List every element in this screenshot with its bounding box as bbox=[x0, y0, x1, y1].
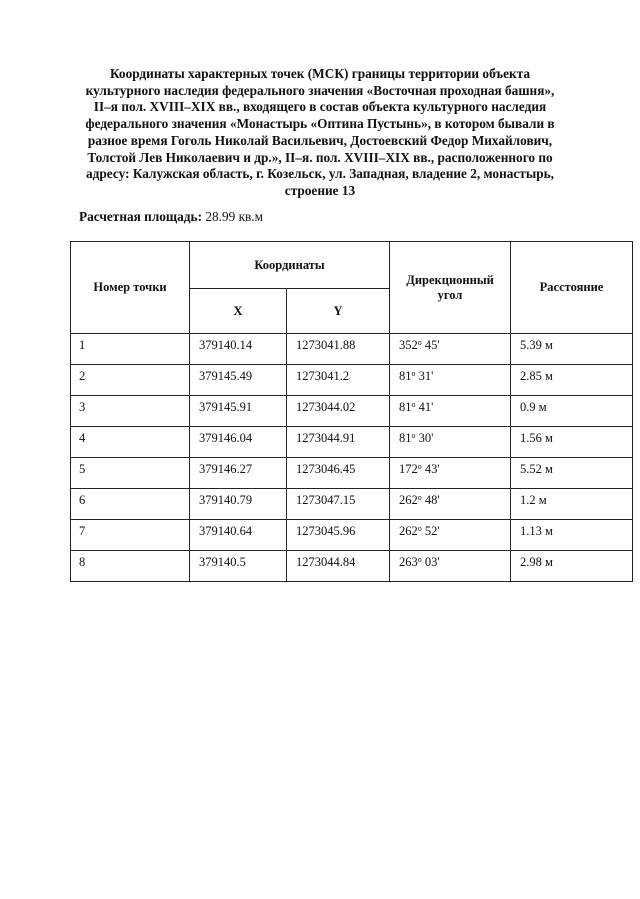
table-row bbox=[71, 334, 633, 365]
point-number-cell: 8 bbox=[71, 551, 190, 582]
direction-angle-cell: 262$^o$ 48' bbox=[390, 489, 511, 520]
title-line: адресу: Калужская область, г. Козельск, ул. Западная, владение 2, монастырь, bbox=[86, 166, 554, 182]
table-row bbox=[71, 365, 633, 396]
direction-angle-cell: 352$^o$ 45' bbox=[390, 334, 511, 365]
point-number-cell: 7 bbox=[71, 520, 190, 551]
table-row bbox=[71, 427, 633, 458]
distance-cell: 1.2 м bbox=[511, 489, 633, 520]
y-coordinate-cell: 1273044.84 bbox=[287, 551, 390, 582]
x-coordinate-cell: 379145.91 bbox=[190, 396, 287, 427]
header-x: X bbox=[190, 289, 287, 334]
direction-angle-cell: 262$^o$ 52' bbox=[390, 520, 511, 551]
table-row bbox=[71, 520, 633, 551]
title-line: II–я пол. XVIII–XIX вв., входящего в состав объекта культурного наследия bbox=[93, 99, 547, 115]
document-title bbox=[72, 66, 568, 200]
header-y: Y bbox=[287, 289, 390, 334]
header-coordinates: Координаты bbox=[190, 242, 390, 289]
point-number-cell: 2 bbox=[71, 365, 190, 396]
y-coordinate-cell: 1273045.96 bbox=[287, 520, 390, 551]
area-value: 28.99 кв.м bbox=[205, 209, 264, 224]
x-coordinate-cell: 379140.5 bbox=[190, 551, 287, 582]
title-line: федерального значения «Монастырь «Оптина Пустынь», в котором бывали в bbox=[85, 116, 555, 132]
title-line: Толстой Лев Николаевич и др.», II–я. пол. XVIII–XIX вв., расположенного по bbox=[87, 149, 553, 165]
distance-cell: 2.98 м bbox=[511, 551, 633, 582]
direction-angle-cell: 81$^o$ 31' bbox=[390, 365, 511, 396]
point-number-cell: 4 bbox=[71, 427, 190, 458]
title-line: разное время Гоголь Николай Васильевич, Достоевский Федор Михайлович, bbox=[87, 132, 553, 148]
point-number-cell: 6 bbox=[71, 489, 190, 520]
header-direction-angle: Дирекционный угол bbox=[390, 242, 511, 334]
table-row bbox=[71, 489, 633, 520]
title-line: культурного наследия федерального значения «Восточная проходная башня», bbox=[85, 82, 555, 98]
y-coordinate-cell: 1273044.91 bbox=[287, 427, 390, 458]
title-line: строение 13 bbox=[284, 182, 356, 198]
y-coordinate-cell: 1273046.45 bbox=[287, 458, 390, 489]
y-coordinate-cell: 1273041.88 bbox=[287, 334, 390, 365]
distance-cell: 1.13 м bbox=[511, 520, 633, 551]
direction-angle-cell: 263$^o$ 03' bbox=[390, 551, 511, 582]
table-row bbox=[71, 396, 633, 427]
title-line: Координаты характерных точек (МСК) границы территории объекта bbox=[109, 66, 531, 81]
point-number-cell: 5 bbox=[71, 458, 190, 489]
x-coordinate-cell: 379140.14 bbox=[190, 334, 287, 365]
x-coordinate-cell: 379140.79 bbox=[190, 489, 287, 520]
y-coordinate-cell: 1273044.02 bbox=[287, 396, 390, 427]
point-number-cell: 3 bbox=[71, 396, 190, 427]
direction-angle-cell: 81$^o$ 30' bbox=[390, 427, 511, 458]
area-label: Расчетная площадь: bbox=[79, 209, 202, 224]
coordinates-table bbox=[70, 241, 633, 582]
distance-cell: 5.39 м bbox=[511, 334, 633, 365]
distance-cell: 5.52 м bbox=[511, 458, 633, 489]
direction-angle-cell: 81$^o$ 41' bbox=[390, 396, 511, 427]
x-coordinate-cell: 379146.27 bbox=[190, 458, 287, 489]
distance-cell: 1.56 м bbox=[511, 427, 633, 458]
header-point-number: Номер точки bbox=[71, 242, 190, 334]
x-coordinate-cell: 379146.04 bbox=[190, 427, 287, 458]
table-row bbox=[71, 458, 633, 489]
x-coordinate-cell: 379145.49 bbox=[190, 365, 287, 396]
x-coordinate-cell: 379140.64 bbox=[190, 520, 287, 551]
header-distance: Расстояние bbox=[511, 242, 633, 334]
distance-cell: 2.85 м bbox=[511, 365, 633, 396]
table-row bbox=[71, 551, 633, 582]
direction-angle-cell: 172$^o$ 43' bbox=[390, 458, 511, 489]
y-coordinate-cell: 1273041.2 bbox=[287, 365, 390, 396]
distance-cell: 0.9 м bbox=[511, 396, 633, 427]
y-coordinate-cell: 1273047.15 bbox=[287, 489, 390, 520]
calculated-area bbox=[79, 209, 263, 225]
point-number-cell: 1 bbox=[71, 334, 190, 365]
